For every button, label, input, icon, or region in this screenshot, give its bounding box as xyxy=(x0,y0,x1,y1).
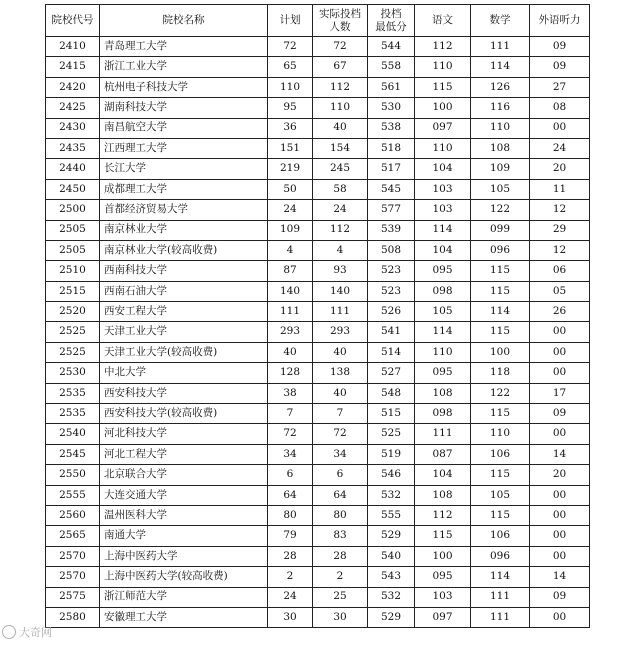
cell-listening: 12 xyxy=(530,240,590,260)
cell-code: 2450 xyxy=(46,179,100,199)
cell-code: 2520 xyxy=(46,302,100,322)
cell-min: 561 xyxy=(368,77,415,97)
cell-min: 545 xyxy=(368,179,415,199)
cell-math: 122 xyxy=(471,383,530,403)
cell-min: 544 xyxy=(368,37,415,57)
cell-math: 115 xyxy=(471,404,530,424)
cell-math: 126 xyxy=(471,77,530,97)
cell-code: 2505 xyxy=(46,240,100,260)
cell-math: 115 xyxy=(471,465,530,485)
cell-plan: 111 xyxy=(268,302,313,322)
cell-chinese: 110 xyxy=(415,138,471,158)
header-listening: 外语听力 xyxy=(530,5,590,37)
cell-code: 2570 xyxy=(46,546,100,566)
cell-code: 2535 xyxy=(46,404,100,424)
header-actual xyxy=(313,5,368,37)
cell-code: 2525 xyxy=(46,342,100,362)
cell-plan: 2 xyxy=(268,567,313,587)
cell-chinese: 103 xyxy=(415,587,471,607)
cell-actual: 80 xyxy=(313,505,368,525)
table-header xyxy=(46,5,590,37)
cell-code: 2560 xyxy=(46,505,100,525)
table-row xyxy=(46,302,590,322)
cell-actual: 293 xyxy=(313,322,368,342)
cell-actual: 25 xyxy=(313,587,368,607)
cell-min: 540 xyxy=(368,546,415,566)
cell-name: 西安工程大学 xyxy=(100,302,268,322)
cell-name: 西安科技大学(较高收费) xyxy=(100,404,268,424)
cell-name: 温州医科大学 xyxy=(100,505,268,525)
cell-listening: 12 xyxy=(530,200,590,220)
cell-name: 中北大学 xyxy=(100,363,268,383)
cell-min: 527 xyxy=(368,363,415,383)
cell-chinese: 114 xyxy=(415,220,471,240)
table-row xyxy=(46,465,590,485)
cell-plan: 50 xyxy=(268,179,313,199)
header-plan: 计划 xyxy=(268,5,313,37)
cell-math: 110 xyxy=(471,424,530,444)
cell-chinese: 104 xyxy=(415,159,471,179)
cell-chinese: 104 xyxy=(415,465,471,485)
cell-min: 523 xyxy=(368,261,415,281)
cell-name: 杭州电子科技大学 xyxy=(100,77,268,97)
cell-actual: 245 xyxy=(313,159,368,179)
cell-chinese: 095 xyxy=(415,261,471,281)
cell-plan: 109 xyxy=(268,220,313,240)
cell-actual: 40 xyxy=(313,342,368,362)
cell-min: 532 xyxy=(368,485,415,505)
table-row xyxy=(46,444,590,464)
cell-code: 2420 xyxy=(46,77,100,97)
cell-math: 114 xyxy=(471,57,530,77)
cell-chinese: 097 xyxy=(415,607,471,627)
cell-code: 2575 xyxy=(46,587,100,607)
table-row xyxy=(46,261,590,281)
cell-chinese: 112 xyxy=(415,37,471,57)
cell-name: 首都经济贸易大学 xyxy=(100,200,268,220)
cell-listening: 27 xyxy=(530,77,590,97)
table-row xyxy=(46,322,590,342)
table-row xyxy=(46,587,590,607)
cell-min: 543 xyxy=(368,567,415,587)
cell-listening: 11 xyxy=(530,179,590,199)
cell-name: 河北科技大学 xyxy=(100,424,268,444)
cell-math: 114 xyxy=(471,567,530,587)
cell-chinese: 112 xyxy=(415,505,471,525)
cell-code: 2565 xyxy=(46,526,100,546)
cell-listening: 00 xyxy=(530,322,590,342)
cell-plan: 151 xyxy=(268,138,313,158)
cell-chinese: 108 xyxy=(415,485,471,505)
cell-name: 南通大学 xyxy=(100,526,268,546)
cell-listening: 20 xyxy=(530,159,590,179)
cell-math: 116 xyxy=(471,98,530,118)
cell-code: 2555 xyxy=(46,485,100,505)
table-row xyxy=(46,118,590,138)
cell-code: 2500 xyxy=(46,200,100,220)
cell-min: 548 xyxy=(368,383,415,403)
cell-name: 成都理工大学 xyxy=(100,179,268,199)
cell-listening: 05 xyxy=(530,281,590,301)
cell-code: 2580 xyxy=(46,607,100,627)
cell-chinese: 100 xyxy=(415,546,471,566)
table-row xyxy=(46,424,590,444)
header-min-line1: 投档 xyxy=(380,7,402,20)
cell-math: 106 xyxy=(471,444,530,464)
table-row xyxy=(46,281,590,301)
cell-listening: 09 xyxy=(530,404,590,424)
cell-listening: 00 xyxy=(530,505,590,525)
watermark xyxy=(2,624,52,640)
cell-math: 099 xyxy=(471,220,530,240)
cell-listening: 17 xyxy=(530,383,590,403)
table-row xyxy=(46,363,590,383)
table-body xyxy=(46,37,590,628)
cell-listening: 06 xyxy=(530,261,590,281)
cell-actual: 58 xyxy=(313,179,368,199)
cell-min: 555 xyxy=(368,505,415,525)
cell-listening: 20 xyxy=(530,465,590,485)
cell-min: 577 xyxy=(368,200,415,220)
cell-actual: 64 xyxy=(313,485,368,505)
header-name: 院校名称 xyxy=(100,5,268,37)
table-row xyxy=(46,505,590,525)
cell-plan: 24 xyxy=(268,200,313,220)
cell-math: 100 xyxy=(471,342,530,362)
cell-chinese: 110 xyxy=(415,342,471,362)
cell-actual: 83 xyxy=(313,526,368,546)
table-row xyxy=(46,37,590,57)
cell-math: 115 xyxy=(471,261,530,281)
cell-plan: 6 xyxy=(268,465,313,485)
cell-code: 2440 xyxy=(46,159,100,179)
cell-math: 106 xyxy=(471,526,530,546)
cell-plan: 293 xyxy=(268,322,313,342)
cell-plan: 128 xyxy=(268,363,313,383)
cell-code: 2530 xyxy=(46,363,100,383)
cell-code: 2535 xyxy=(46,383,100,403)
cell-min: 539 xyxy=(368,220,415,240)
cell-code: 2540 xyxy=(46,424,100,444)
cell-code: 2515 xyxy=(46,281,100,301)
cell-listening: 14 xyxy=(530,444,590,464)
header-actual-line1: 实际投档 xyxy=(319,7,361,20)
cell-plan: 79 xyxy=(268,526,313,546)
table-row xyxy=(46,546,590,566)
cell-name: 天津工业大学(较高收费) xyxy=(100,342,268,362)
cell-name: 上海中医药大学(较高收费) xyxy=(100,567,268,587)
cell-chinese: 087 xyxy=(415,444,471,464)
table-row xyxy=(46,77,590,97)
cell-chinese: 097 xyxy=(415,118,471,138)
cell-name: 南昌航空大学 xyxy=(100,118,268,138)
table-row xyxy=(46,567,590,587)
cell-min: 532 xyxy=(368,587,415,607)
cell-listening: 09 xyxy=(530,57,590,77)
table-row xyxy=(46,383,590,403)
cell-min: 508 xyxy=(368,240,415,260)
cell-code: 2435 xyxy=(46,138,100,158)
cell-listening: 00 xyxy=(530,485,590,505)
cell-name: 西南科技大学 xyxy=(100,261,268,281)
cell-actual: 34 xyxy=(313,444,368,464)
cell-plan: 30 xyxy=(268,607,313,627)
cell-actual: 30 xyxy=(313,607,368,627)
cell-chinese: 095 xyxy=(415,363,471,383)
cell-listening: 29 xyxy=(530,220,590,240)
cell-min: 525 xyxy=(368,424,415,444)
cell-name: 西南石油大学 xyxy=(100,281,268,301)
cell-code: 2505 xyxy=(46,220,100,240)
table-row xyxy=(46,342,590,362)
cell-min: 538 xyxy=(368,118,415,138)
table-row xyxy=(46,485,590,505)
cell-actual: 40 xyxy=(313,383,368,403)
cell-actual: 93 xyxy=(313,261,368,281)
cell-math: 105 xyxy=(471,179,530,199)
cell-math: 111 xyxy=(471,607,530,627)
cell-plan: 34 xyxy=(268,444,313,464)
cell-plan: 24 xyxy=(268,587,313,607)
cell-min: 523 xyxy=(368,281,415,301)
cell-plan: 64 xyxy=(268,485,313,505)
cell-chinese: 098 xyxy=(415,404,471,424)
cell-plan: 219 xyxy=(268,159,313,179)
cell-min: 517 xyxy=(368,159,415,179)
cell-plan: 28 xyxy=(268,546,313,566)
table-row xyxy=(46,607,590,627)
cell-actual: 6 xyxy=(313,465,368,485)
table-row xyxy=(46,526,590,546)
header-min-line2: 最低分 xyxy=(375,20,407,33)
cell-actual: 140 xyxy=(313,281,368,301)
cell-listening: 00 xyxy=(530,363,590,383)
table-row xyxy=(46,57,590,77)
cell-math: 111 xyxy=(471,587,530,607)
cell-name: 上海中医药大学 xyxy=(100,546,268,566)
cell-min: 546 xyxy=(368,465,415,485)
cell-name: 河北工程大学 xyxy=(100,444,268,464)
cell-plan: 87 xyxy=(268,261,313,281)
cell-listening: 00 xyxy=(530,342,590,362)
cell-name: 江西理工大学 xyxy=(100,138,268,158)
cell-listening: 00 xyxy=(530,424,590,444)
cell-name: 浙江工业大学 xyxy=(100,57,268,77)
cell-math: 111 xyxy=(471,37,530,57)
cell-min: 529 xyxy=(368,607,415,627)
cell-code: 2570 xyxy=(46,567,100,587)
table-row xyxy=(46,220,590,240)
cell-chinese: 095 xyxy=(415,567,471,587)
cell-math: 110 xyxy=(471,118,530,138)
cell-chinese: 104 xyxy=(415,240,471,260)
header-min-score xyxy=(368,5,415,37)
header-code: 院校代号 xyxy=(46,5,100,37)
cell-math: 096 xyxy=(471,546,530,566)
cell-math: 115 xyxy=(471,505,530,525)
table-row xyxy=(46,200,590,220)
watermark-text: 大奇网 xyxy=(19,626,52,639)
cell-chinese: 115 xyxy=(415,77,471,97)
cell-chinese: 110 xyxy=(415,57,471,77)
cell-math: 109 xyxy=(471,159,530,179)
cell-actual: 2 xyxy=(313,567,368,587)
cell-code: 2425 xyxy=(46,98,100,118)
table-row xyxy=(46,159,590,179)
cell-math: 114 xyxy=(471,302,530,322)
table-row xyxy=(46,404,590,424)
table-row xyxy=(46,179,590,199)
cell-min: 518 xyxy=(368,138,415,158)
cell-chinese: 098 xyxy=(415,281,471,301)
cell-actual: 110 xyxy=(313,98,368,118)
cell-actual: 112 xyxy=(313,220,368,240)
cell-math: 118 xyxy=(471,363,530,383)
cell-actual: 67 xyxy=(313,57,368,77)
watermark-logo-icon xyxy=(2,625,16,639)
cell-actual: 138 xyxy=(313,363,368,383)
cell-code: 2415 xyxy=(46,57,100,77)
cell-name: 南京林业大学 xyxy=(100,220,268,240)
cell-chinese: 105 xyxy=(415,302,471,322)
cell-listening: 00 xyxy=(530,526,590,546)
cell-plan: 65 xyxy=(268,57,313,77)
cell-code: 2410 xyxy=(46,37,100,57)
cell-code: 2550 xyxy=(46,465,100,485)
cell-listening: 14 xyxy=(530,567,590,587)
cell-math: 115 xyxy=(471,322,530,342)
cell-actual: 24 xyxy=(313,200,368,220)
cell-listening: 00 xyxy=(530,118,590,138)
cell-listening: 24 xyxy=(530,138,590,158)
cell-actual: 40 xyxy=(313,118,368,138)
cell-actual: 72 xyxy=(313,37,368,57)
cell-chinese: 100 xyxy=(415,98,471,118)
cell-min: 558 xyxy=(368,57,415,77)
cell-math: 105 xyxy=(471,485,530,505)
cell-listening: 08 xyxy=(530,98,590,118)
cell-actual: 112 xyxy=(313,77,368,97)
cell-actual: 72 xyxy=(313,424,368,444)
cell-name: 长江大学 xyxy=(100,159,268,179)
cell-chinese: 103 xyxy=(415,179,471,199)
table-row xyxy=(46,240,590,260)
cell-min: 519 xyxy=(368,444,415,464)
cell-chinese: 111 xyxy=(415,424,471,444)
cell-math: 122 xyxy=(471,200,530,220)
table-row xyxy=(46,138,590,158)
cell-math: 108 xyxy=(471,138,530,158)
cell-math: 096 xyxy=(471,240,530,260)
cell-chinese: 108 xyxy=(415,383,471,403)
cell-name: 大连交通大学 xyxy=(100,485,268,505)
cell-min: 515 xyxy=(368,404,415,424)
admission-score-table xyxy=(45,4,590,628)
cell-name: 青岛理工大学 xyxy=(100,37,268,57)
cell-plan: 80 xyxy=(268,505,313,525)
cell-min: 526 xyxy=(368,302,415,322)
cell-listening: 00 xyxy=(530,546,590,566)
cell-name: 南京林业大学(较高收费) xyxy=(100,240,268,260)
cell-code: 2525 xyxy=(46,322,100,342)
cell-plan: 110 xyxy=(268,77,313,97)
cell-name: 湖南科技大学 xyxy=(100,98,268,118)
header-math: 数学 xyxy=(471,5,530,37)
cell-math: 115 xyxy=(471,281,530,301)
cell-code: 2430 xyxy=(46,118,100,138)
cell-actual: 154 xyxy=(313,138,368,158)
cell-name: 安徽理工大学 xyxy=(100,607,268,627)
cell-listening: 09 xyxy=(530,37,590,57)
cell-chinese: 115 xyxy=(415,526,471,546)
header-chinese: 语文 xyxy=(415,5,471,37)
cell-plan: 72 xyxy=(268,424,313,444)
cell-min: 514 xyxy=(368,342,415,362)
cell-plan: 36 xyxy=(268,118,313,138)
cell-chinese: 114 xyxy=(415,322,471,342)
cell-plan: 38 xyxy=(268,383,313,403)
cell-actual: 7 xyxy=(313,404,368,424)
cell-min: 529 xyxy=(368,526,415,546)
cell-listening: 00 xyxy=(530,607,590,627)
cell-plan: 40 xyxy=(268,342,313,362)
cell-code: 2510 xyxy=(46,261,100,281)
cell-plan: 95 xyxy=(268,98,313,118)
cell-actual: 28 xyxy=(313,546,368,566)
cell-plan: 4 xyxy=(268,240,313,260)
cell-name: 西安科技大学 xyxy=(100,383,268,403)
cell-plan: 7 xyxy=(268,404,313,424)
cell-name: 天津工业大学 xyxy=(100,322,268,342)
cell-name: 浙江师范大学 xyxy=(100,587,268,607)
cell-listening: 26 xyxy=(530,302,590,322)
cell-min: 530 xyxy=(368,98,415,118)
cell-chinese: 103 xyxy=(415,200,471,220)
cell-plan: 140 xyxy=(268,281,313,301)
cell-code: 2545 xyxy=(46,444,100,464)
cell-plan: 72 xyxy=(268,37,313,57)
cell-actual: 111 xyxy=(313,302,368,322)
cell-actual: 4 xyxy=(313,240,368,260)
cell-min: 541 xyxy=(368,322,415,342)
cell-listening: 09 xyxy=(530,587,590,607)
header-actual-line2: 人数 xyxy=(329,20,351,33)
cell-name: 北京联合大学 xyxy=(100,465,268,485)
table-row xyxy=(46,98,590,118)
